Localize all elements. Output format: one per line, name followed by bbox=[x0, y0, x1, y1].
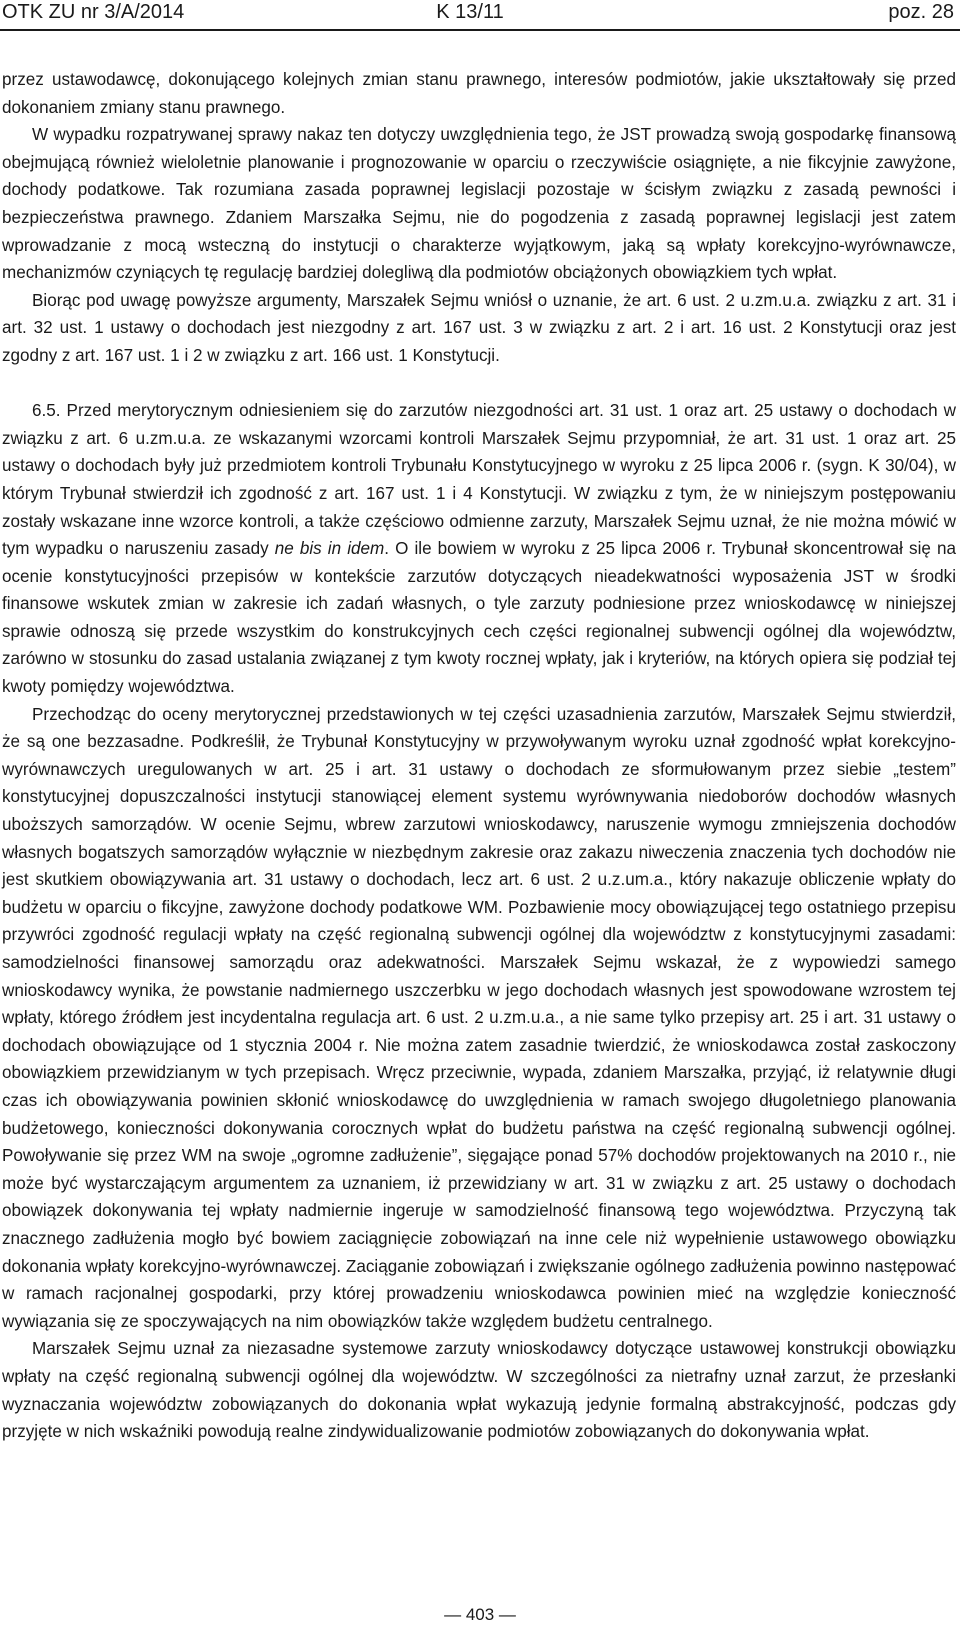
position-number: poz. 28 bbox=[888, 1, 954, 23]
paragraph-text: 6.5. Przed merytorycznym odniesieniem się do zarzutów niezgodności art. 31 ust. 1 oraz art. 25 ustawy o dochodach w związku z art. 6 u.zm.u.a. ze wskazanymi wzorcami kontroli Marszałek Sejmu przypomniał, że art. 31 ust. 1 oraz art. 25 ustawy o dochodach były już przedmiotem kontroli Trybunału Konstytucyjnego w wyroku z 25 lipca 2006 r. (sygn. K 30/04), w którym Trybunał stwierdził ich zgodność z art. 167 ust. 1 i 4 Konstytucji. W związku z tym, że w niniejszym postępowaniu zostały wskazane inne wzorce kontroli, a także częściowo odmienne zarzuty, Marszałek Sejmu uznał, że nie można mówić w tym wypadku o naruszeniu zasady bbox=[2, 401, 956, 559]
paragraph: Przechodząc do oceny merytorycznej przedstawionych w tej części uzasadnienia zarzutów, Marszałek Sejmu stwierdził, że są one bezzasadne. Podkreślił, że Trybunał Konstytucyjny w przywoływanym wyroku uznał zgodność wpłat korekcyjno-wyrównawczych uregulowanych w art. 25 i art. 31 ustawy o dochodach ze sformułowanym przez siebie „testem” konstytucyjnej dopuszczalności instytucji stanowiącej element systemu wyrównywania niedoborów dochodów własnych uboższych samorządów. W ocenie Sejmu, wbrew zarzutowi wnioskodawcy, naruszenie wymogu zmniejszenia dochodów własnych bogatszych samorządów wyłącznie w niezbędnym zakresie oraz zakazu niweczenia znaczenia tych dochodów nie jest skutkiem obowiązywania art. 31 ustawy o dochodach, lecz art. 6 ust. 2 u.z.um.a., który nakazuje obliczenie wpłaty do budżetu w oparciu o fikcyjne, zawyżone dochody podatkowe WM. Pozbawienie mocy obowiązującej tego ostatniego przepisu przywróci zgodność regulacji wpłaty na część regionalną subwencji ogólnej dla województw z konstytucyjnymi zasadami: samodzielności finansowej samorządu oraz adekwatności. Marszałek Sejmu wskazał, że z wypowiedzi samego wnioskodawcy wynika, że powstanie nadmiernego uszczerbku w jego dochodach własnych jest spowodowane wzrostem tej wpłaty, którego źródłem jest incydentalna regulacja art. 6 ust. 2 u.zm.u.a., a nie same tylko przepisy art. 25 i art. 31 ustawy o dochodach obowiązujące od 1 stycznia 2004 r. Nie można zatem zasadnie twierdzić, że wnioskodawca został zaskoczony obowiązkiem przewidzianym w tych przepisach. Wręcz przeciwnie, wypada, zdaniem Marszałka, przyjąć, iż relatywnie długi czas ich obowiązywania powinien skłonić wnioskodawcę do uwzględnienia w ramach swojego długoletniego planowania budżetowego, konieczności dokonywania corocznych wpłat do budżetu państwa na część regionalną subwencji ogólnej. Powoływanie się przez WM na swoje „ogromne zadłużenie”, sięgające ponad 57% dochodów projektowanych na 2010 r., nie może być wystarczającym argumentem za uznaniem, iż przewidziany w art. 31 w związku z art. 25 ustawy o dochodach obowiązek dokonywania tej wpłaty nadmiernie ingeruje w samodzielność finansową tego województwa. Przyczyną tak znacznego zadłużenia mogło być bowiem zaciągnięcie zobowiązań na inne cele niż wypełnienie ustawowego obowiązku dokonania wpłaty korekcyjno-wyrównawczej. Zaciąganie zobowiązań i zwiększanie ogólnego zadłużenia powinno następować w ramach racjonalnej gospodarki, przy której prowadzeniu wnioskodawca powinien mieć na względzie konieczność wywiązania się ze spoczywających na nim obowiązków także względem budżetu centralnego. bbox=[2, 704, 957, 1331]
case-signature: K 13/11 bbox=[436, 1, 504, 23]
body-text bbox=[2, 66, 956, 1446]
header-divider bbox=[0, 29, 960, 31]
paragraph: Marszałek Sejmu uznał za niezasadne systemowe zarzuty wnioskodawcy dotyczące ustawowej konstrukcji obowiązku wpłaty na część regionalną subwencji ogólnej dla województw. W szczególności za nietrafny uznał zarzut, że przesłanki wyznaczania województw zobowiązanych do dokonania wpłat wykazują jedynie formalną abstrakcyjność, podczas gdy przyjęte w nich wskaźniki powodują realne zindywidualizowanie podmiotów zobowiązanych do dokonywania wpłat. bbox=[2, 1339, 956, 1442]
paragraph-text: . O ile bowiem w wyroku z 25 lipca 2006 r. Trybunał skoncentrował się na ocenie konstytucyjności przepisów w kontekście zarzutów dotyczących nieadekwatności wyposażenia JST w środki finansowe wskutek zmian w zakresie ich zadań własnych, o tyle zarzuty podniesione przez wnioskodawcę w niniejszej sprawie odnoszą się przede wszystkim do konstrukcyjnych cech części regionalnej subwencji ogólnej dla województw, zarówno w stosunku do zasad ustalania związanej z tym kwoty rocznej wpłaty, jak i kryteriów, na których opiera się podział tej kwoty pomiędzy województwa. bbox=[2, 539, 956, 697]
paragraph: Biorąc pod uwagę powyższe argumenty, Marszałek Sejmu wniósł o uznanie, że art. 6 ust. 2 u.zm.u.a. związku z art. 31 i art. 32 ust. 1 ustawy o dochodach jest niezgodny z art. 167 ust. 3 w związku z art. 2 i art. 16 ust. 2 Konstytucji oraz jest zgodny z art. 167 ust. 1 i 2 w związku z art. 166 ust. 1 Konstytucji. bbox=[2, 290, 956, 365]
paragraph: W wypadku rozpatrywanej sprawy nakaz ten dotyczy uwzględnienia tego, że JST prowadzą swoją gospodarkę finansową obejmującą również wieloletnie planowanie i prognozowanie w oparciu o rzeczywiście osiągnięte, a nie fikcyjnie zawyżone, dochody podatkowe. Tak rozumiana zasada poprawnej legislacji pozostaje w ścisłym związku z zasadą pewności i bezpieczeństwa prawnego. Zdaniem Marszałka Sejmu, nie do pogodzenia z zasadą poprawnej legislacji jest zatem wprowadzanie z mocą wsteczną do instytucji o charakterze wyjątkowym, jaką są wpłaty korekcyjno-wyrównawcze, mechanizmów czyniących tę regulację bardziej dolegliwą dla podmiotów obciążonych obowiązkiem tych wpłat. bbox=[2, 125, 956, 283]
latin-phrase: ne bis in idem bbox=[274, 539, 385, 559]
journal-reference: OTK ZU nr 3/A/2014 bbox=[2, 1, 185, 23]
running-header bbox=[0, 0, 960, 24]
paragraph-section-6-5 bbox=[2, 397, 956, 701]
paragraph: przez ustawodawcę, dokonującego kolejnych zmian stanu prawnego, interesów podmiotów, jakie ukształtowały się przed dokonaniem zmiany stanu prawnego. bbox=[2, 70, 956, 117]
page-number: — 403 — bbox=[444, 1605, 516, 1624]
